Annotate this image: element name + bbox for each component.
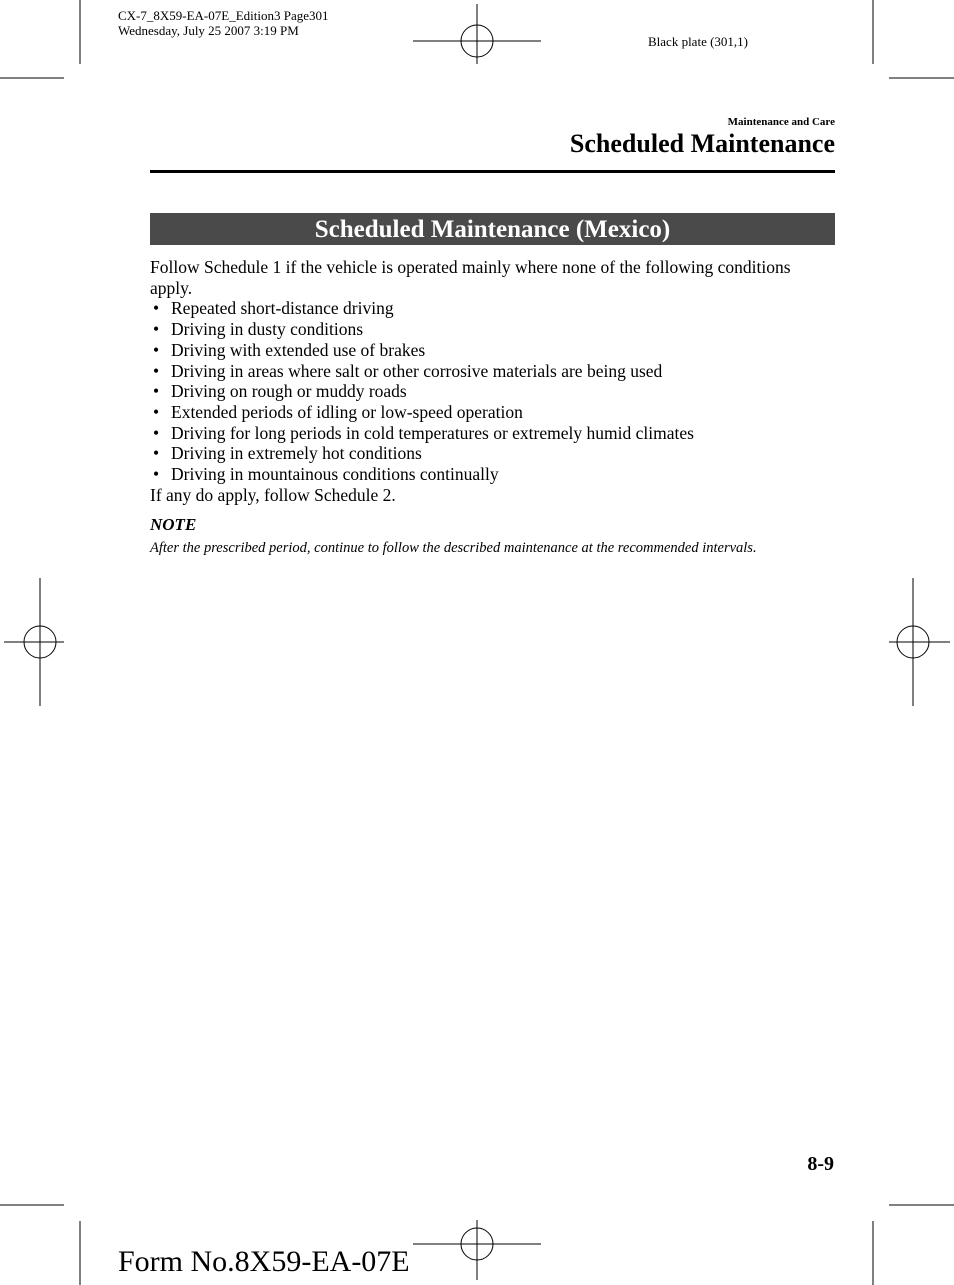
list-item-text: Driving in areas where salt or other corrosive materials are being used — [171, 360, 663, 381]
plate-label: Black plate (301,1) — [648, 34, 748, 49]
chapter-label: Maintenance and Care — [727, 116, 835, 128]
list-item-text: Driving with extended use of brakes — [171, 339, 426, 360]
list-item-text: Driving in mountainous conditions continually — [171, 464, 499, 485]
list-item — [150, 319, 836, 340]
header-rule — [150, 170, 835, 173]
print-info-line2: Wednesday, July 25 2007 3:19 PM — [118, 23, 299, 38]
list-item — [150, 443, 836, 464]
list-item — [150, 298, 836, 319]
bullet-icon: • — [153, 381, 160, 402]
print-info-line1: CX-7_8X59-EA-07E_Edition3 Page301 — [118, 8, 329, 23]
bullet-icon: • — [153, 422, 160, 443]
list-item-text: Extended periods of idling or low-speed operation — [171, 401, 523, 422]
intro-paragraph: Follow Schedule 1 if the vehicle is operated mainly where none of the following conditions apply. — [150, 257, 791, 298]
outro-paragraph: If any do apply, follow Schedule 2. — [150, 484, 396, 505]
list-item-text: Driving in dusty conditions — [171, 319, 364, 340]
registration-mark-left — [4, 578, 64, 706]
list-item — [150, 464, 836, 485]
list-item — [150, 402, 836, 423]
note-text: After the prescribed period, continue to follow the described maintenance at the recommended intervals. — [150, 540, 757, 557]
registration-mark-top — [413, 4, 541, 64]
list-item — [150, 381, 836, 402]
bullet-icon: • — [153, 298, 160, 319]
print-info — [118, 8, 329, 38]
list-item — [150, 361, 836, 382]
page-number: 8-9 — [807, 1153, 834, 1175]
registration-mark-right — [889, 578, 950, 706]
bullet-icon: • — [153, 319, 160, 340]
form-number: Form No.8X59-EA-07E — [118, 1245, 410, 1278]
list-item — [150, 340, 836, 361]
bullet-icon: • — [153, 401, 160, 422]
bullet-icon: • — [153, 443, 160, 464]
list-item-text: Driving on rough or muddy roads — [171, 381, 407, 402]
section-title: Scheduled Maintenance — [569, 129, 835, 158]
bullet-icon: • — [153, 360, 160, 381]
list-item — [150, 423, 836, 444]
content-body — [150, 257, 836, 558]
registration-mark-bottom — [413, 1220, 541, 1280]
page-title-banner: Scheduled Maintenance (Mexico) — [150, 213, 835, 245]
bullet-icon: • — [153, 339, 160, 360]
list-item-text: Repeated short-distance driving — [171, 298, 394, 319]
bullet-icon: • — [153, 464, 160, 485]
list-item-text: Driving for long periods in cold temperatures or extremely humid climates — [171, 422, 694, 443]
note-heading: NOTE — [150, 515, 197, 535]
list-item-text: Driving in extremely hot conditions — [171, 443, 422, 464]
conditions-list — [150, 298, 836, 484]
